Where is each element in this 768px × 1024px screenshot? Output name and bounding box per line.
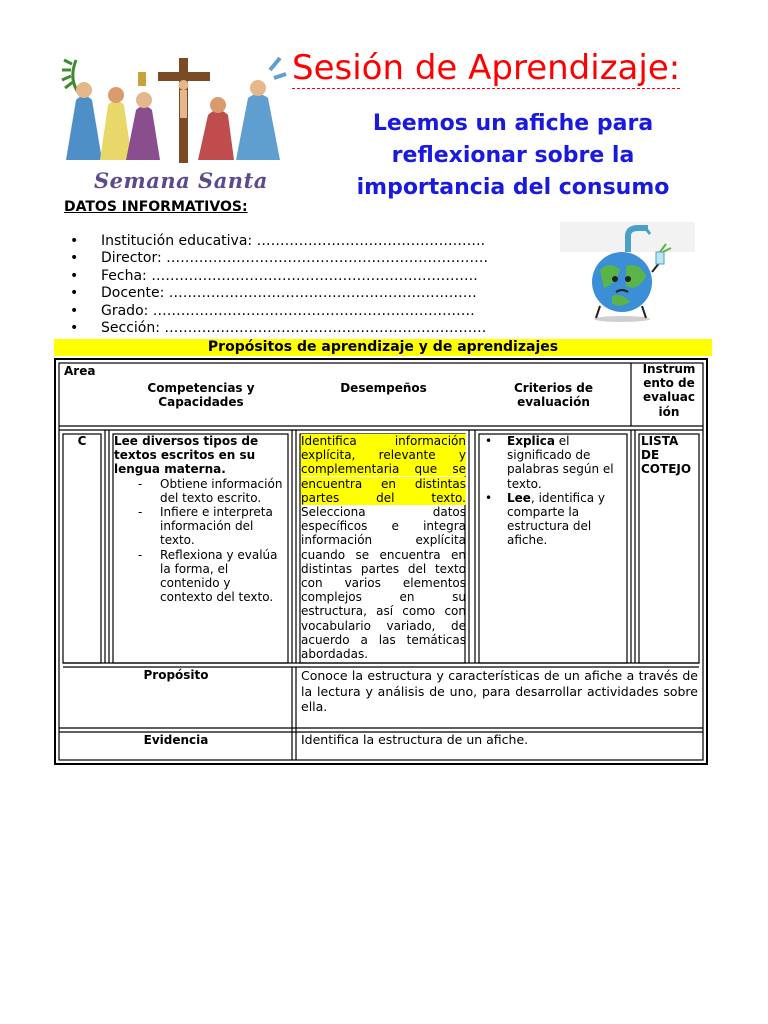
purpose-banner: Propósitos de aprendizaje y de aprendizajes: [54, 339, 712, 356]
header-desempenos: Desempeños: [340, 381, 427, 395]
header-criterios: Criterios de evaluación: [513, 381, 594, 410]
list-item: - Infiere e interpreta información del texto.: [160, 505, 286, 548]
evidencia-label: Evidencia: [143, 733, 209, 747]
list-item: - Obtiene información del texto escrito.: [160, 477, 286, 505]
competencia-title: Lee diversos tipos de textos escritos en su lengua materna.: [114, 434, 259, 477]
list-item: • Grado: ……………………………………………………………: [70, 302, 475, 319]
session-subtitle: Leemos un afiche para reflexionar sobre la importancia del consumo: [356, 111, 670, 200]
desempeno-text: Selecciona datos específicos e integra información explícita cuando se encuentra en distintas partes del texto con varios elementos complejos en su estructura, así como con vocabulario variado, de acuerdo a las temáticas abordadas.: [301, 505, 466, 662]
list-item: • Docente: …………………………………………………………: [70, 285, 477, 302]
header-instrumento: Instrum ento de evaluac ión: [642, 362, 696, 419]
datos-heading: DATOS INFORMATIVOS:: [64, 199, 248, 215]
proposito-label: Propósito: [143, 668, 209, 682]
holy-week-figures-icon: [58, 50, 288, 170]
list-item: • Director: ……………………………………………………………: [70, 250, 489, 267]
header-area: Area: [64, 364, 96, 378]
criterios-cell: [480, 434, 626, 548]
competencias-cell: [114, 434, 286, 604]
list-item: • Lee, identifica y comparte la estructura del afiche.: [507, 491, 626, 548]
list-item: - Reflexiona y evalúa la forma, el contenido y contexto del texto.: [160, 548, 286, 605]
proposito-text: Conoce la estructura y características de un afiche a través de la lectura y análisis de uno, para desarrollar actividades sobre ella.: [301, 668, 698, 714]
page-title: Sesión de Aprendizaje:: [292, 48, 681, 88]
info-list: [70, 233, 488, 337]
earth-faucet-illustration: [560, 222, 695, 322]
logo-caption: Semana Santa: [94, 168, 268, 193]
list-item: • Institución educativa: ………………………………………….: [70, 233, 486, 249]
desempeno-highlight: Identifica información explícita, relevante y complementaria que se encuentra en distintas partes del texto.: [301, 434, 466, 505]
list-item: • Explica el significado de palabras según el texto.: [507, 434, 626, 491]
desempenos-cell: [301, 434, 466, 661]
learning-table: [54, 358, 708, 765]
instrumento-value: LISTA DE COTEJO: [641, 434, 692, 477]
list-item: • Fecha: …………………………………………………………….: [70, 267, 478, 284]
header-competencias: Competencias y Capacidades: [147, 381, 255, 410]
semana-santa-logo: [58, 50, 288, 195]
capacidades-list: [114, 477, 286, 605]
area-code: C: [77, 434, 87, 448]
list-item: • Sección: ……………………………………………………………: [70, 319, 487, 336]
evidencia-text: Identifica la estructura de un afiche.: [301, 732, 529, 747]
earth-faucet-icon: [560, 222, 695, 322]
criterios-list: [480, 434, 626, 548]
